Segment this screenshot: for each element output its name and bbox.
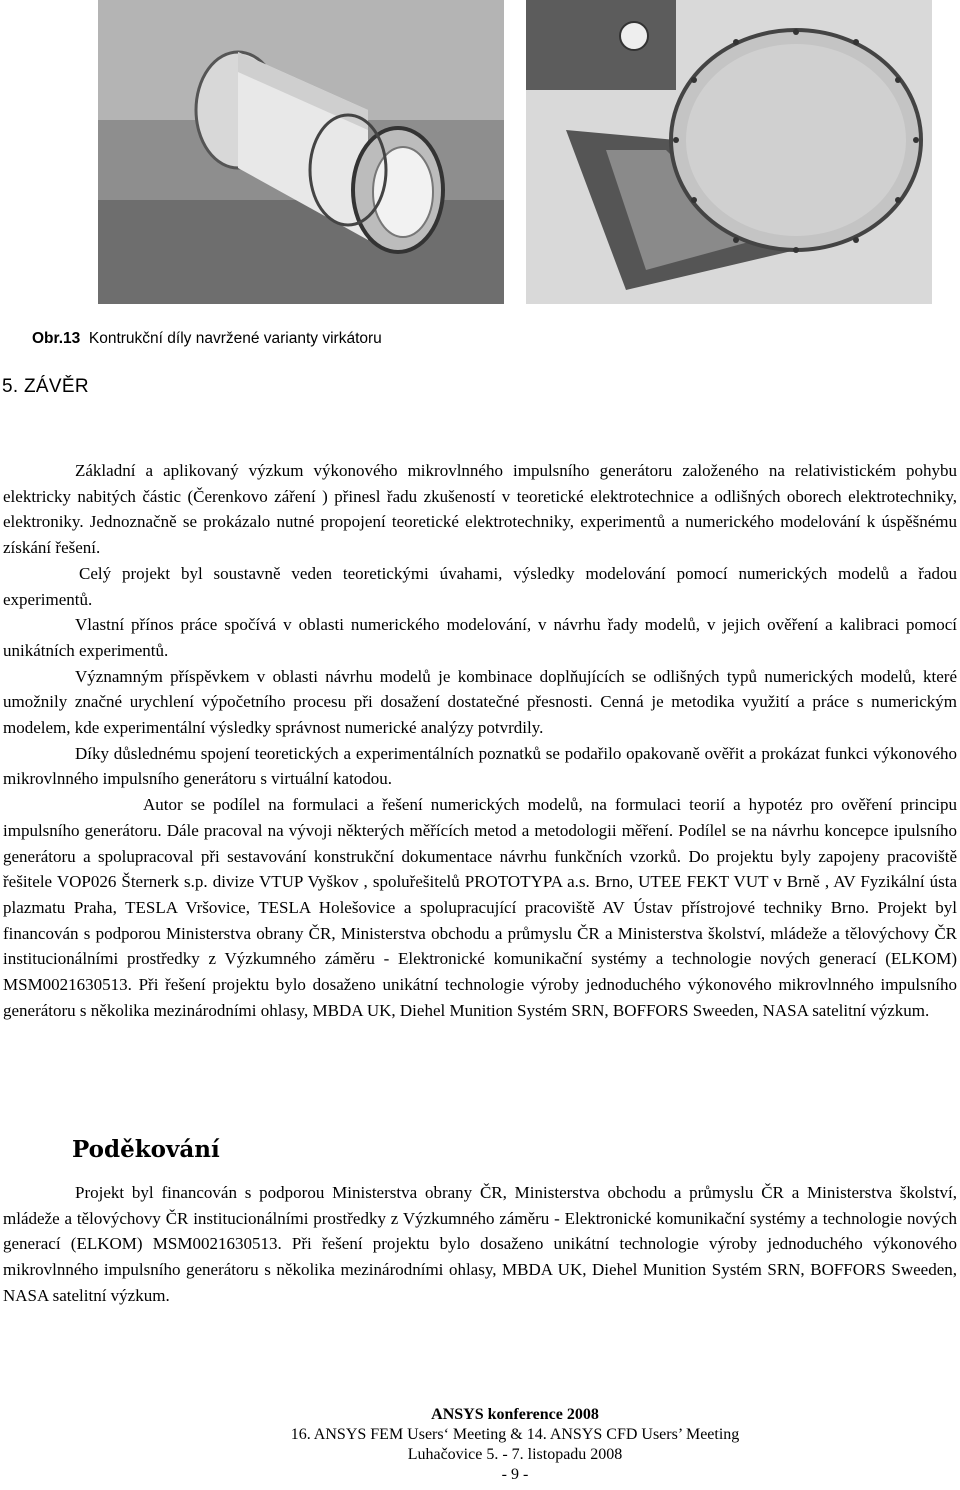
paragraph: Vlastní přínos práce spočívá v oblasti numerického modelování, v návrhu řady modelů, v jejich ověření a kalibraci pomocí unikátních experimentů.: [3, 615, 957, 660]
footer-title: ANSYS konference 2008: [431, 1406, 599, 1423]
footer-location-date: Luhačovice 5. - 7. listopadu 2008: [407, 1446, 623, 1463]
figure-caption-text: Kontrukční díly navržené varianty virkátoru: [88, 330, 382, 347]
photo-cone-component: [526, 0, 932, 304]
figure-label: Obr.13: [32, 330, 81, 347]
section-heading: 5. ZÁVĚR: [2, 376, 89, 397]
acknowledgement-paragraph: Projekt byl financován s podporou Ministerstva obrany ČR, Ministerstva obchodu a průmyslu ČR a Ministerstva školství, mládeže a tělovýchovy ČR institucionálními prostředky z Výzkumného záměru - Elektronické komunikační systémy a technologie nových generací (ELKOM) MSM0021630513. Při řešení projektu bylo dosaženo unikátní technologie výroby jednoduchého výkonového mikrovlnného impulsního generátoru s několika mezinárodními ohlasy, MBDA UK, Diehel Munition Systém SRN, BOFFORS Sweeden, NASA satelitní výzkum.: [3, 1183, 957, 1305]
footer-meeting: 16. ANSYS FEM Users‘ Meeting & 14. ANSYS CFD Users’ Meeting: [290, 1426, 740, 1443]
photo-cylinder-component: [98, 0, 504, 304]
acknowledgement-heading: Poděkování: [72, 1136, 220, 1163]
paragraph: Celý projekt byl soustavně veden teoretickými úvahami, výsledky modelování pomocí numerických modelů a řadou experimentů.: [3, 563, 957, 609]
paragraph: Základní a aplikovaný výzkum výkonového mikrovlnného impulsního generátoru založeného na relativistickém pohybu elektricky nabitých částic (Čerenkovo záření ) přinesl řadu zkušeností v teoretické elektrotechnice a odlišných oborech elektrotechniky, elektroniky. Jednoznačně se prokázalo nutné propojení teoretické elektrotechniky, experimentů a numerického modelování k úspěšnému získání řešení.: [3, 461, 957, 558]
figure-caption: [32, 330, 382, 348]
page-footer: [0, 1405, 960, 1485]
page-number: - 9 -: [501, 1466, 529, 1483]
conclusion-body: [3, 458, 957, 1023]
paragraph: Významným příspěvkem v oblasti návrhu modelů je kombinace doplňujících se odlišných typů numerických modelů, které umožnily značné urychlení výpočetního procesu při dosažení dostatečné přesnosti. Cenná je metodika využití a práce s numerickým modelem, kde experimentální výsledky správnost numerické analýzy potvrdily.: [3, 666, 957, 738]
paragraph: Autor se podílel na formulaci a řešení numerických modelů, na formulaci teorií a hypotéz pro ověření principu impulsního generátoru. Dále pracoval na vývoji některých měřících metod a metodologii měření. Podílel se na návrhu koncepce ipulsního generátoru a spolupracoval při sestavování konstrukční dokumentace návrhu funkčních vzorků. Do projektu byly zapojeny pracoviště řešitele VOP026 Šternerk s.p. divize VTUP Vyškov , spoluřešitelů PROTOTYPA a.s. Brno, UTEE FEKT VUT v Brně , AV Fyzikální ústa plazmatu Praha, TESLA Vršovice, TESLA Holešovice a spolupracující pracoviště AV Ústav přístrojové techniky Brno. Projekt byl financován s podporou Ministerstva obrany ČR, Ministerstva obchodu a průmyslu ČR a Ministerstva školství, mládeže a tělovýchovy ČR institucionálními prostředky z Výzkumného záměru - Elektronické komunikační systémy a technologie nových generací (ELKOM) MSM0021630513. Při řešení projektu bylo dosaženo unikátní technologie výroby jednoduchého výkonového mikrovlnného impulsního generátoru s několika mezinárodními ohlasy, MBDA UK, Diehel Munition Systém SRN, BOFFORS Sweeden, NASA satelitní výzkum.: [3, 795, 957, 1020]
acknowledgement-body: [3, 1180, 957, 1309]
paragraph: Díky důslednému spojení teoretických a experimentálních poznatků se podařilo opakovaně ověřit a prokázat funkci výkonového mikrovlnného impulsního generátoru s virtuální katodou.: [3, 743, 957, 789]
